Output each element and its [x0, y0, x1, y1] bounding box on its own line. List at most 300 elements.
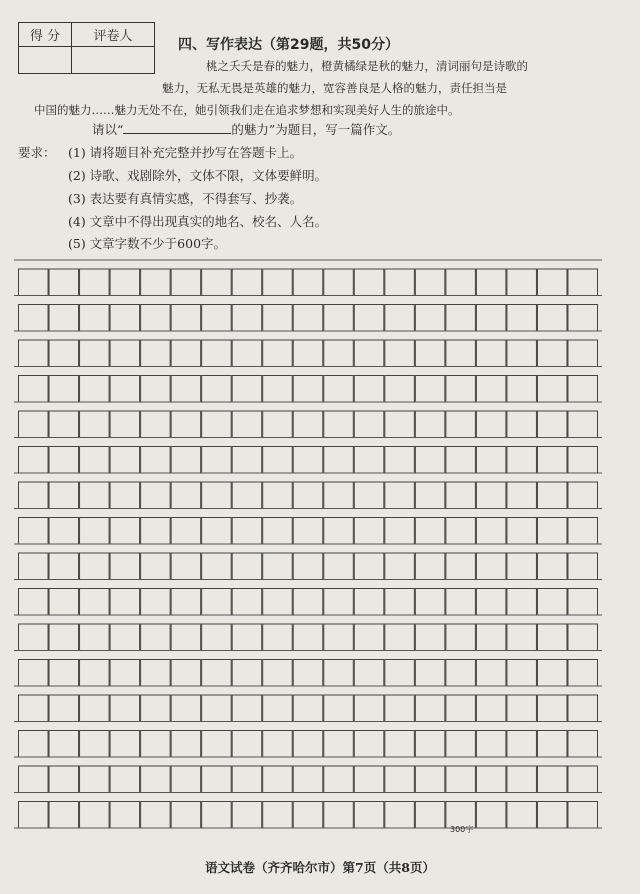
grid-cell: [476, 553, 506, 580]
grid-cell: [232, 482, 262, 509]
grid-cell: [385, 482, 415, 509]
grid-cell: [476, 660, 506, 687]
grid-cell: [324, 376, 354, 403]
grid-cell: [537, 731, 567, 758]
grid-cell: [110, 553, 140, 580]
grid-cell: [232, 411, 262, 438]
grid-cell: [354, 553, 384, 580]
grid-cell: [476, 766, 506, 793]
grid-cell: [293, 269, 323, 296]
grid-cell: [141, 305, 171, 332]
grid-cell: [354, 766, 384, 793]
grid-cell: [324, 660, 354, 687]
grid-cell: [202, 340, 232, 367]
grid-cell: [232, 802, 262, 829]
grid-cell: [202, 269, 232, 296]
grid-cell: [110, 802, 140, 829]
grid-cell: [293, 802, 323, 829]
grid-cell: [446, 660, 476, 687]
grid-cell: [537, 305, 567, 332]
grid-cell: [568, 518, 598, 545]
grid-cell: [354, 589, 384, 616]
grid-cell: [49, 305, 79, 332]
grid-cell: [232, 518, 262, 545]
grid-cell: [19, 624, 49, 651]
grid-cell: [324, 589, 354, 616]
grid-cell: [354, 340, 384, 367]
grid-cell: [476, 589, 506, 616]
passage-line-1: 桃之夭夭是春的魅力，橙黄橘绿是秋的魅力，清词丽句是诗歌的: [206, 59, 528, 73]
grid-cell: [354, 624, 384, 651]
grid-cell: [171, 340, 201, 367]
grid-cell: [232, 269, 262, 296]
grid-cell: [110, 305, 140, 332]
grid-cell: [415, 624, 445, 651]
grid-cell: [263, 340, 293, 367]
grid-cell: [415, 589, 445, 616]
grid-cell: [171, 518, 201, 545]
grid-cell: [293, 766, 323, 793]
grid-cell: [507, 553, 537, 580]
grid-cell: [171, 411, 201, 438]
grid-cell: [385, 411, 415, 438]
grid-cell: [446, 731, 476, 758]
grid-cell: [49, 376, 79, 403]
grid-cell: [202, 731, 232, 758]
grid-cell: [507, 731, 537, 758]
grid-cell: [19, 376, 49, 403]
grid-cell: [324, 305, 354, 332]
grid-cell: [19, 482, 49, 509]
grid-cell: [354, 695, 384, 722]
grid-cell: [568, 447, 598, 474]
grid-cell: [19, 553, 49, 580]
grid-cell: [507, 766, 537, 793]
grid-cell: [80, 624, 110, 651]
grid-cell: [80, 447, 110, 474]
grid-cell: [202, 447, 232, 474]
grid-cell: [293, 411, 323, 438]
grid-cell: [293, 482, 323, 509]
grid-cell: [385, 518, 415, 545]
grid-cell: [110, 695, 140, 722]
grid-cell: [354, 660, 384, 687]
grid-cell: [171, 269, 201, 296]
grid-cell: [415, 340, 445, 367]
grid-cell: [293, 518, 323, 545]
grid-cell: [568, 695, 598, 722]
grid-cell: [446, 589, 476, 616]
grid-cell: [446, 695, 476, 722]
grid-cell: [476, 695, 506, 722]
grid-cell: [202, 766, 232, 793]
grid-cell: [568, 305, 598, 332]
grid-cell: [415, 269, 445, 296]
grid-cell: [263, 695, 293, 722]
grid-cell: [263, 305, 293, 332]
grid-cell: [49, 624, 79, 651]
score-table: [18, 22, 155, 74]
grid-cell: [354, 482, 384, 509]
grid-cell: [507, 269, 537, 296]
grid-cell: [507, 340, 537, 367]
grid-cell: [202, 695, 232, 722]
grid-cell: [263, 411, 293, 438]
word-count-mark: 300字: [450, 825, 474, 834]
grid-cell: [141, 695, 171, 722]
grid-cell: [385, 589, 415, 616]
grid-cell: [80, 269, 110, 296]
grid-cell: [324, 766, 354, 793]
grid-cell: [293, 624, 323, 651]
grid-cell: [110, 660, 140, 687]
grid-cell: [568, 553, 598, 580]
grid-cell: [385, 447, 415, 474]
grid-cell: [263, 269, 293, 296]
grid-cell: [293, 376, 323, 403]
grid-cell: [19, 731, 49, 758]
grid-cell: [537, 482, 567, 509]
grid-cell: [171, 660, 201, 687]
prompt-after: 的魅力”为题目，写一篇作文。: [231, 122, 401, 137]
grid-cell: [446, 447, 476, 474]
grid-cell: [19, 269, 49, 296]
grid-cell: [476, 731, 506, 758]
grid-cell: [263, 553, 293, 580]
grid-cell: [507, 447, 537, 474]
grid-cell: [507, 624, 537, 651]
grid-cell: [476, 340, 506, 367]
grid-cell: [141, 624, 171, 651]
grid-cell: [263, 482, 293, 509]
grid-cell: [537, 589, 567, 616]
grid-cell: [80, 660, 110, 687]
passage-line-3: 中国的魅力……魅力无处不在，她引领我们走在追求梦想和实现美好人生的旅途中。: [34, 103, 460, 117]
grid-cell: [293, 695, 323, 722]
grid-cell: [110, 731, 140, 758]
grid-cell: [507, 305, 537, 332]
grid-cell: [537, 695, 567, 722]
grid-cell: [263, 660, 293, 687]
grid-cell: [232, 447, 262, 474]
grid-cell: [49, 518, 79, 545]
grid-cell: [385, 695, 415, 722]
grid-cell: [385, 624, 415, 651]
writing-grid-svg: [14, 258, 602, 838]
grid-cell: [385, 766, 415, 793]
grid-cell: [354, 411, 384, 438]
grid-cell: [446, 766, 476, 793]
grid-cell: [293, 553, 323, 580]
grid-cell: [507, 376, 537, 403]
grid-cell: [507, 411, 537, 438]
grid-cell: [263, 624, 293, 651]
requirement-item: (1) 请将题目补充完整并抄写在答题卡上。: [68, 145, 303, 160]
grid-cell: [415, 766, 445, 793]
grid-cell: [293, 305, 323, 332]
grid-cell: [171, 305, 201, 332]
grid-cell: [80, 482, 110, 509]
grid-cell: [446, 518, 476, 545]
grid-cell: [507, 695, 537, 722]
grid-cell: [354, 305, 384, 332]
grid-cell: [354, 447, 384, 474]
grid-cell: [324, 624, 354, 651]
grid-cell: [263, 802, 293, 829]
grid-cell: [19, 305, 49, 332]
grid-cell: [171, 802, 201, 829]
grid-cell: [354, 269, 384, 296]
grid-cell: [80, 731, 110, 758]
grid-cell: [568, 660, 598, 687]
grid-cell: [476, 802, 506, 829]
grid-cell: [476, 411, 506, 438]
grid-cell: [324, 269, 354, 296]
grid-cell: [232, 731, 262, 758]
requirement-item: (3) 表达要有真情实感，不得套写、抄袭。: [68, 191, 303, 206]
grid-cell: [415, 411, 445, 438]
grid-cell: [49, 553, 79, 580]
requirement-item: (2) 诗歌、戏剧除外，文体不限，文体要鲜明。: [68, 168, 328, 183]
grid-cell: [263, 376, 293, 403]
grid-cell: [19, 802, 49, 829]
grid-cell: [19, 518, 49, 545]
requirement-item: (4) 文章中不得出现真实的地名、校名、人名。: [68, 214, 328, 229]
requirements-label: 要求：: [18, 145, 56, 160]
grid-cell: [324, 518, 354, 545]
grid-cell: [415, 482, 445, 509]
grid-cell: [293, 731, 323, 758]
grid-cell: [263, 731, 293, 758]
grid-cell: [171, 482, 201, 509]
grid-cell: [80, 553, 110, 580]
grid-cell: [80, 589, 110, 616]
grid-cell: [415, 376, 445, 403]
grid-cell: [507, 482, 537, 509]
grid-cell: [476, 376, 506, 403]
grid-cell: [385, 269, 415, 296]
grid-cell: [49, 766, 79, 793]
grid-cell: [446, 411, 476, 438]
grid-cell: [476, 305, 506, 332]
grid-cell: [19, 660, 49, 687]
grid-cell: [171, 766, 201, 793]
grid-cell: [141, 553, 171, 580]
grid-cell: [537, 376, 567, 403]
grid-cell: [415, 731, 445, 758]
page-footer: 语文试卷（齐齐哈尔市）第7页（共8页）: [205, 860, 435, 875]
grid-cell: [141, 411, 171, 438]
grid-cell: [80, 802, 110, 829]
grid-cell: [263, 518, 293, 545]
grid-cell: [446, 305, 476, 332]
grid-cell: [415, 518, 445, 545]
grid-cell: [568, 731, 598, 758]
grid-cell: [446, 340, 476, 367]
grid-cell: [232, 624, 262, 651]
grid-cell: [507, 589, 537, 616]
grid-cell: [476, 447, 506, 474]
grid-cell: [141, 731, 171, 758]
grid-cell: [507, 802, 537, 829]
grid-cell: [80, 376, 110, 403]
grid-cell: [293, 589, 323, 616]
grid-cell: [324, 411, 354, 438]
grid-cell: [171, 624, 201, 651]
grid-cell: [232, 376, 262, 403]
section-title: 四、写作表达（第29题，共50分）: [178, 37, 399, 53]
grid-cell: [415, 305, 445, 332]
grid-cell: [171, 695, 201, 722]
grid-cell: [446, 624, 476, 651]
grid-cell: [80, 766, 110, 793]
grid-cell: [232, 305, 262, 332]
grid-cell: [110, 269, 140, 296]
grid-cell: [415, 695, 445, 722]
grid-cell: [141, 482, 171, 509]
grid-cell: [141, 589, 171, 616]
grid-cell: [293, 340, 323, 367]
grid-cell: [293, 660, 323, 687]
grid-cell: [476, 269, 506, 296]
grid-cell: [354, 802, 384, 829]
grid-cell: [385, 553, 415, 580]
grid-cell: [385, 802, 415, 829]
grid-cell: [568, 376, 598, 403]
grid-cell: [568, 269, 598, 296]
grid-cell: [49, 340, 79, 367]
grid-cell: [263, 766, 293, 793]
grid-cell: [385, 731, 415, 758]
grid-cell: [141, 376, 171, 403]
grid-cell: [80, 340, 110, 367]
grid-cell: [507, 518, 537, 545]
grid-cell: [415, 660, 445, 687]
title-blank[interactable]: [123, 121, 231, 134]
grid-cell: [80, 695, 110, 722]
score-cell[interactable]: [19, 47, 72, 74]
grid-cell: [110, 766, 140, 793]
grid-cell: [202, 305, 232, 332]
grid-cell: [80, 518, 110, 545]
grid-cell: [110, 376, 140, 403]
prompt-before: 请以“: [92, 122, 124, 137]
grid-cell: [110, 482, 140, 509]
grid-cell: [537, 802, 567, 829]
grid-cell: [49, 411, 79, 438]
grid-cell: [202, 482, 232, 509]
grid-cell: [446, 376, 476, 403]
grid-cell: [446, 553, 476, 580]
grid-cell: [568, 802, 598, 829]
grid-cell: [49, 802, 79, 829]
grid-cell: [385, 376, 415, 403]
grid-cell: [324, 695, 354, 722]
grid-cell: [202, 376, 232, 403]
grid-cell: [568, 482, 598, 509]
grid-cell: [415, 802, 445, 829]
grid-cell: [568, 624, 598, 651]
grid-cell: [324, 731, 354, 758]
grid-cell: [232, 589, 262, 616]
grid-cell: [171, 731, 201, 758]
grid-cell: [568, 411, 598, 438]
grid-cell: [110, 411, 140, 438]
grid-cell: [537, 624, 567, 651]
grid-cell: [202, 518, 232, 545]
grid-cell: [141, 340, 171, 367]
grid-cell: [141, 518, 171, 545]
grid-cell: [293, 447, 323, 474]
grid-cell: [568, 766, 598, 793]
grid-cell: [537, 766, 567, 793]
grid-cell: [537, 340, 567, 367]
grid-cell: [49, 482, 79, 509]
grid-cell: [415, 553, 445, 580]
grid-cell: [324, 340, 354, 367]
grid-cell: [49, 269, 79, 296]
grid-cell: [202, 411, 232, 438]
grid-cell: [110, 518, 140, 545]
writing-grid[interactable]: [14, 258, 602, 838]
grid-cell: [49, 731, 79, 758]
grid-cell: [80, 305, 110, 332]
grader-cell[interactable]: [72, 47, 155, 74]
grid-cell: [19, 589, 49, 616]
grid-cell: [446, 482, 476, 509]
grid-cell: [232, 660, 262, 687]
grid-cell: [141, 660, 171, 687]
essay-prompt: [92, 120, 400, 138]
grid-cell: [507, 660, 537, 687]
grid-cell: [19, 695, 49, 722]
grid-cell: [80, 411, 110, 438]
grid-cell: [537, 660, 567, 687]
grid-cell: [232, 695, 262, 722]
grid-cell: [49, 695, 79, 722]
grid-cell: [232, 766, 262, 793]
grid-cell: [171, 589, 201, 616]
grid-cell: [324, 447, 354, 474]
grid-cell: [415, 447, 445, 474]
grid-cell: [537, 518, 567, 545]
grid-cell: [171, 447, 201, 474]
grid-cell: [324, 482, 354, 509]
grid-cell: [385, 305, 415, 332]
grid-cell: [385, 340, 415, 367]
grid-cell: [171, 553, 201, 580]
grid-cell: [537, 269, 567, 296]
grid-cell: [476, 518, 506, 545]
grid-cell: [141, 802, 171, 829]
score-label: 得 分: [19, 23, 72, 47]
grid-cell: [202, 553, 232, 580]
grid-cell: [324, 553, 354, 580]
grid-cell: [202, 802, 232, 829]
grid-cell: [49, 447, 79, 474]
grid-cell: [568, 589, 598, 616]
grid-cell: [385, 660, 415, 687]
grid-cell: [110, 624, 140, 651]
grid-cell: [232, 340, 262, 367]
grid-cell: [49, 589, 79, 616]
grader-label: 评卷人: [72, 23, 155, 47]
grid-cell: [49, 660, 79, 687]
grid-cell: [141, 269, 171, 296]
grid-cell: [232, 553, 262, 580]
grid-cell: [202, 624, 232, 651]
grid-cell: [141, 447, 171, 474]
